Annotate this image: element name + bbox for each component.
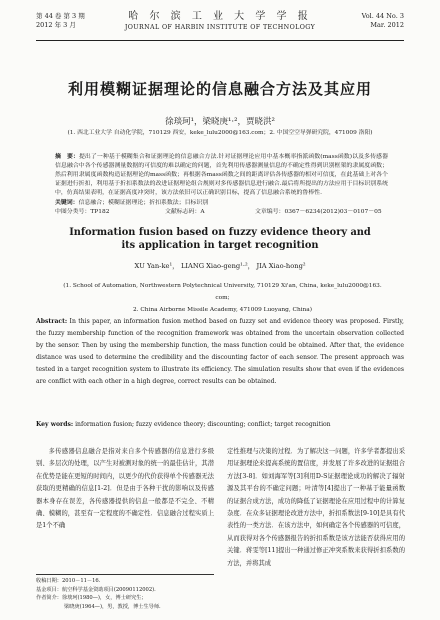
- footnote-fund: 基金项目：航空科学基金资助项目(20090112002).: [36, 586, 156, 593]
- abstract-cn-text: 提出了一种基于模糊集合和证据理论的信息融合方法.针对证据理论应用中基本概率指派函数(mass函数)以及多传感器信息融合中各个传感器测量数据的可信度的难以确定的问题，首先利用传感器测量信息的不确定性得到识别框架的隶属度函数；然后利用隶属度函数构造证据理论的mass函数；再根据各mass函数之间的距离评估各传感器的相对可信度，在此基础上对各个证据进行折扣，利用基于折扣系数法的改进证据理论组合规则对多传感器信息进行融合.最后将所提出的方法应用于目标识别系统中，仿真结果表明，在证据高度冲突时，该方法依旧可以正确识别目标，提高了信息融合系统的鲁棒性.: [55, 154, 388, 196]
- date-en: Mar. 2012: [370, 21, 404, 29]
- affiliation-en-line2: 2. China Airborne Missile Academy, 471009 Luoyang, China): [132, 307, 313, 313]
- footnote-received: 收稿日期：2010－11－16.: [36, 578, 101, 584]
- abstract-en-text: In this paper, an information fusion method based on fuzzy set and evidence theory was proposed. Firstly, the fuzzy membership function of the recognition framework was obtained from the uncertain observation collected by the sensor. Then by using the membership function, the mass function could be obtained. After that, the evidence distance was used to determine the credibility and the discounting factor of each sensor. The present approach was tested in a target recognition system to illustrate its efficiency. The simulation results show that even if the evidences are conflict with each other in a high degree, correct results can be obtained.: [36, 318, 404, 385]
- affiliation-en-line1: (1. School of Automation, Northwestern Polytechnical University, 710129 Xi'an, China, keke_lulu2000@163. com;: [63, 283, 382, 301]
- abstract-en: [36, 316, 404, 388]
- issue-info-right: [362, 12, 404, 30]
- journal-name: [36, 11, 404, 32]
- body-paragraph-left: 多传感器信息融合是指对来自多个传感器的信息进行多级别、多层次的处理，以产生对被测对象的统一的最佳估计，其潜在优势是能在更短的时间内，以更少的代价获得单个传感器无法获取的更精确的信息[1-2]．但是由于各种干扰的影响以及传感器本身存在误差，各传感器提供的信息一般都是不完全、不精确、模糊的，甚至有一定程度的不确定性．信息融合过程实质上是1个不确: [36, 448, 214, 530]
- footnote-author: 作者简介：徐琰珂(1980—)，女，博士研究生；: [36, 595, 147, 602]
- authors-cn: 徐琰珂¹，梁晓庚¹·²，贾晓洪²: [165, 117, 275, 127]
- classification-line: [55, 208, 388, 217]
- body-column-left: [36, 446, 214, 533]
- title-en-line2: its application in target recognition: [121, 240, 319, 251]
- abstract-cn: [55, 152, 388, 198]
- keywords-en-text: information fusion; fuzzy evidence theory; discounting; conflict; target recognition: [75, 421, 331, 428]
- journal-header: [36, 10, 404, 41]
- abstract-en-label: Abstract:: [36, 318, 68, 325]
- body-paragraph-right: 定性推理与决策的过程．为了解决这一问题，许多学者都提出采用证据理论来提高系统的置信度，并发展了许多改进的证据组合方法[3-8]．如刘海军等[3]利用D-S证据理论成功的解决了辐射源及其平台的不确定问题；叶清等[4]提出了一种基于能量函数的证据合成方法，成功的降低了证据理论在应用过程中的计算复杂度．在众多证据理论改进方法中，折扣系数法[9-10]是具有代表性的一类方法．在该方法中，如何确定各个传感器的可信度，从而获得对各个传感器报告的折扣系数是该方法能否获得应用的关键．蒋雯等[11]提出一种通过修正冲突系数来获得折扣系数的方法，并将其成: [227, 448, 405, 567]
- journal-name-cn: 哈 尔 滨 工 业 大 学 学 报: [128, 11, 312, 22]
- abstract-cn-label: 摘 要：: [55, 153, 79, 160]
- volume-issue-en: Vol. 44 No. 3: [361, 12, 404, 20]
- clc-number: 中图分类号：TP182: [55, 209, 110, 215]
- keywords-en: [36, 420, 404, 430]
- footnote: [36, 574, 214, 611]
- keywords-cn: [55, 198, 388, 208]
- keywords-cn-label: 关键词：: [55, 199, 79, 206]
- document-code: 文献标志码：A: [165, 209, 205, 215]
- keywords-cn-text: 信息融合；模糊证据理论；折扣系数法；目标识别: [78, 200, 209, 206]
- affiliation-cn: (1. 西北工业大学 自动化学院，710129 西安，keke_lulu2000@163.com；2. 中国空空导弹研究院，471009 洛阳): [67, 130, 373, 136]
- keywords-en-label: Key words:: [36, 421, 74, 428]
- article-number: 文章编号：0367－6234(2012)03－0107－05: [255, 209, 382, 215]
- authors-en: XU Yan-ke¹， LIANG Xiao-geng¹·²， JIA Xiao-hong²: [134, 262, 306, 270]
- title-en-line1: Information fusion based on fuzzy evidence theory and: [69, 227, 371, 238]
- paper-title-en: [0, 226, 440, 252]
- journal-name-en: JOURNAL OF HARBIN INSTITUTE OF TECHNOLOGY: [124, 24, 316, 31]
- body-column-right: [227, 446, 405, 570]
- date-cn: 2012 年 3 月: [36, 21, 76, 29]
- affiliation-en: [60, 280, 385, 316]
- footnote-author2: 梁晓庚(1964—)，男，教授，博士生导师.: [64, 603, 161, 610]
- paper-title-cn: 利用模糊证据理论的信息融合方法及其应用: [67, 80, 372, 98]
- volume-issue-cn: 第 44 卷 第 3 期: [36, 12, 85, 20]
